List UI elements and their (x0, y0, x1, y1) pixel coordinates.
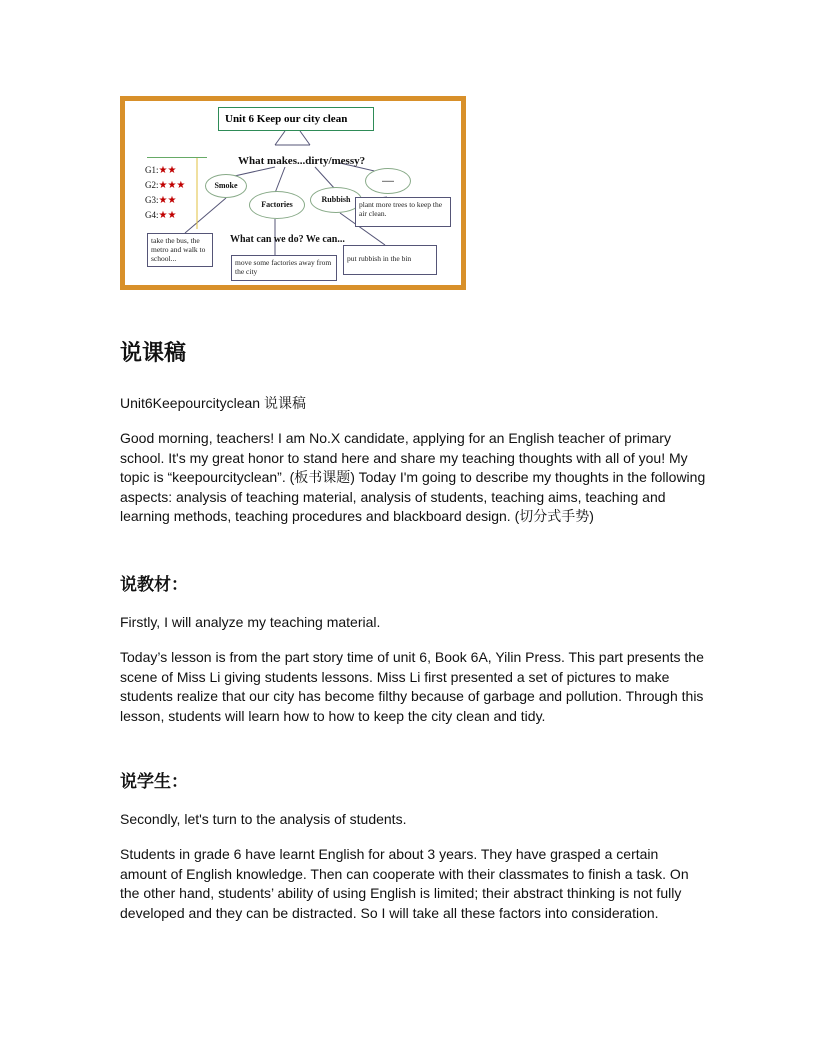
note-take-bus: take the bus, the metro and walk to school... (147, 233, 213, 267)
section-heading-material: 说教材： (120, 575, 188, 594)
group-score: G2:★★★ (145, 180, 186, 191)
note-plant-trees: plant more trees to keep the air clean. (355, 197, 451, 227)
main-heading: 说课稿 (120, 340, 187, 365)
board-question-what-can-we-do: What can we do? We can... (230, 234, 345, 245)
star-icon: ★★★ (158, 180, 186, 191)
note-move-factories: move some factories away from the city (231, 255, 337, 281)
group-score-list (145, 163, 185, 223)
note-put-rubbish: put rubbish in the bin (343, 245, 437, 275)
cloud-smoke: Smoke (205, 174, 247, 198)
students-paragraph-2: Students in grade 6 have learnt English for about 3 years. They have grasped a certain amount of English knowledge. Then can cooperate with their classmates to finish a task. On the other hand, students’ ability of using English is limited; their abstract thinking is not fully developed and they can be distracted. So I will take all these factors into consideration. (120, 846, 689, 921)
cloud-rubbish: Rubbish (310, 187, 362, 213)
group-score: G1:★★ (145, 165, 177, 176)
material-paragraph-1: Firstly, I will analyze my teaching material. (120, 614, 381, 630)
intro-paragraph: Good morning, teachers! I am No.X candidate, applying for an English teacher of primary school. It's my great honor to stand here and share my teaching thoughts with all of you! My topic is “keepourcityclean”. (板书课题) Today I'm going to describe my thoughts in the following aspects: analysis of teaching material, analysis of students, teaching aims, teaching and learning methods, teaching procedures and blackboard design. (切分式手势) (120, 430, 706, 525)
group-score: G3:★★ (145, 195, 177, 206)
section-heading-students: 说学生： (120, 772, 188, 791)
cloud-more: ...... (365, 168, 411, 194)
board-title: Unit 6 Keep our city clean (218, 107, 374, 131)
star-icon: ★★ (158, 210, 177, 221)
material-paragraph-2: Today’s lesson is from the part story time of unit 6, Book 6A, Yilin Press. This part presents the scene of Miss Li giving students lessons. Miss Li first presented a set of pictures to make students realize that our city has become filthy because of garbage and pollution. Through this lesson, students will learn how to how to keep the city clean and tidy. (120, 649, 704, 724)
star-icon: ★★ (158, 195, 177, 206)
blackboard-design-image (120, 96, 466, 290)
cloud-factories: Factories (249, 191, 305, 219)
document-subtitle: Unit6Keepourcityclean 说课稿 (120, 395, 306, 411)
students-paragraph-1: Secondly, let's turn to the analysis of students. (120, 811, 407, 827)
board-question-dirty: What makes...dirty/messy? (238, 155, 366, 167)
group-score: G4:★★ (145, 210, 177, 221)
star-icon: ★★ (158, 165, 177, 176)
